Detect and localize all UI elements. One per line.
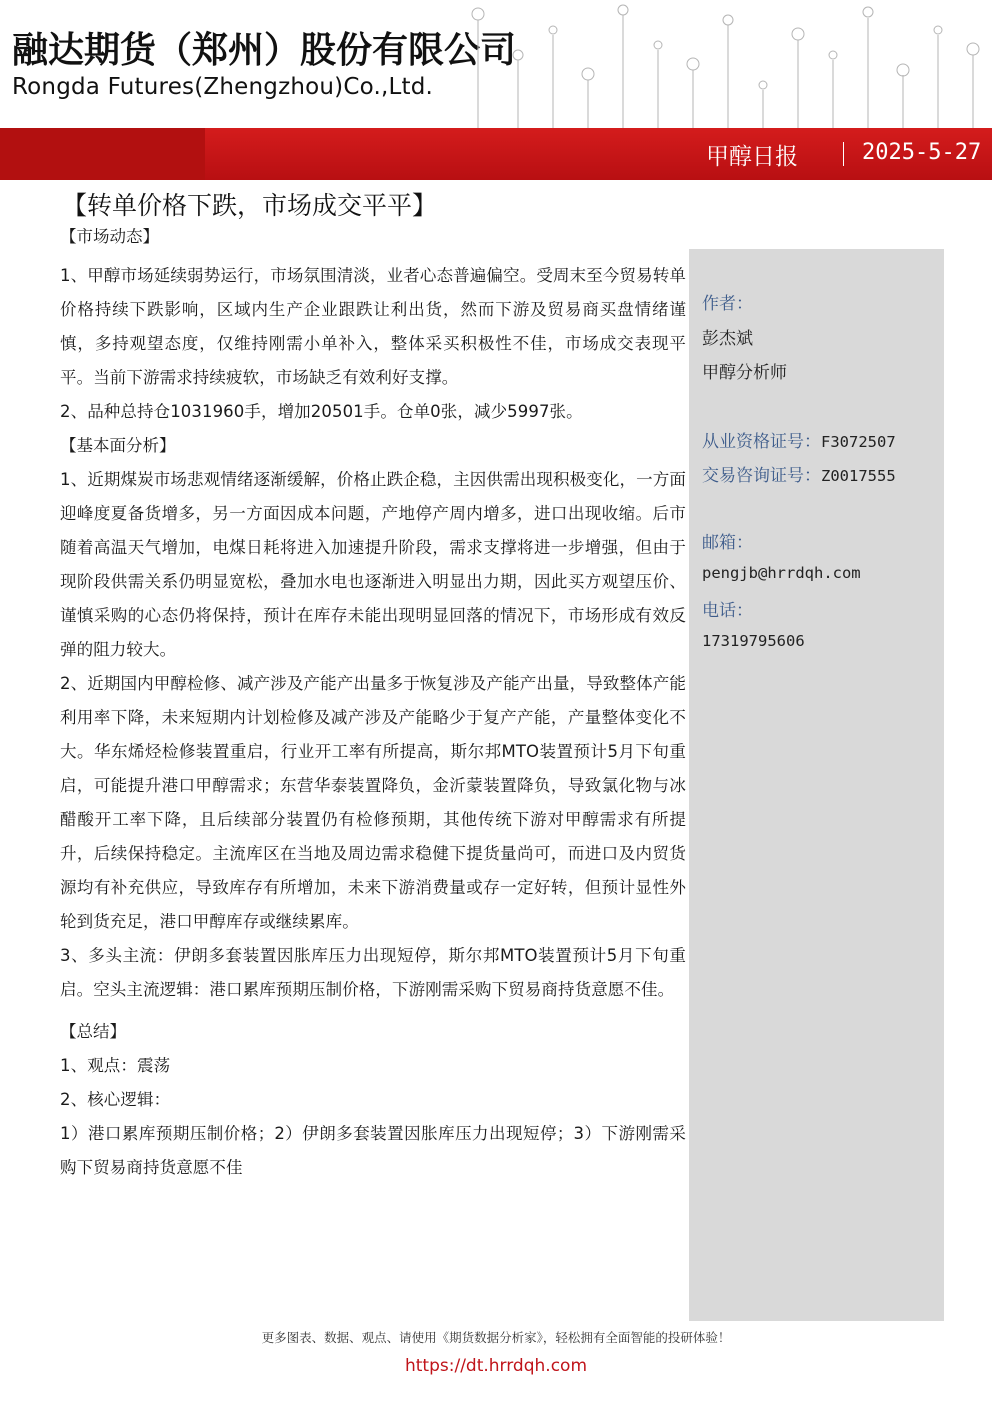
summary-paragraph-3: 1）港口累库预期压制价格；2）伊朗多套装置因胀库压力出现短停；3）下游刚需采购下贸易商持货意愿不佳 (60, 1124, 686, 1177)
market-paragraph-2: 2、品种总持仓1031960手，增加20501手。仓单0张，减少5997张。 (60, 402, 583, 421)
section-title-fundamental: 【基本面分析】 (60, 436, 176, 455)
main-content (60, 223, 686, 1185)
author-name: 彭杰斌 (702, 329, 753, 349)
qualification-cert-label: 从业资格证号： (702, 432, 821, 452)
footer-link[interactable]: https://dt.hrrdqh.com (404, 1356, 588, 1376)
author-label: 作者： (702, 294, 753, 314)
fundamental-paragraph-1: 1、近期煤炭市场悲观情绪逐渐缓解，价格止跌企稳，主因供需出现积极变化，一方面迎峰度夏备货增多，另一方面因成本问题，产地停产周内增多，进口出现收缩。后市随着高温天气增加，电煤日耗将进入加速提升阶段，需求支撑将进一步增强，但由于现阶段供需关系仍明显宽松，叠加水电也逐渐进入明显出力期，因此买方观望压价、谨慎采购的心态仍将保持，预计在库存未能出现明显回落的情况下，市场形成有效反弹的阻力较大。 (60, 470, 686, 659)
section-title-summary: 【总结】 (60, 1022, 126, 1041)
qualification-cert-number: F3072507 (821, 433, 896, 451)
market-paragraph-1: 1、甲醇市场延续弱势运行，市场氛围清淡，业者心态普遍偏空。受周末至今贸易转单价格持续下跌影响，区域内生产企业跟跌让利出货，然而下游及贸易商买盘情绪谨慎，多持观望态度，仅维持刚需小单补入，整体采买积极性不佳，市场成交表现平平。当前下游需求持续疲软，市场缺乏有效利好支撑。 (60, 266, 686, 387)
phone-label: 电话： (702, 601, 753, 621)
qualification-cert (702, 427, 896, 452)
headline: 【转单价格下跌，市场成交平平】 (62, 191, 438, 220)
report-date: 2025-5-27 (862, 140, 982, 165)
title-bar (0, 128, 992, 180)
author-sidebar (689, 249, 944, 1321)
consult-cert (702, 461, 896, 486)
title-separator (843, 142, 844, 166)
report-title: 甲醇日报 (706, 144, 798, 170)
fundamental-paragraph-2: 2、近期国内甲醇检修、减产涉及产能产出量多于恢复涉及产能产出量，导致整体产能利用率下降，未来短期内计划检修及减产涉及产能略少于复产产能，产量整体变化不大。华东烯烃检修装置重启，行业开工率有所提高，斯尔邦MTO装置预计5月下旬重启，可能提升港口甲醇需求；东营华泰装置降负，金沂蒙装置降负，导致氯化物与冰醋酸开工率下降，且后续部分装置仍有检修预期，其他传统下游对甲醇需求有所提升，后续保持稳定。主流库区在当地及周边需求稳健下提货量尚可，而进口及内贸货源均有补充供应，导致库存有所增加，未来下游消费量或存一定好转，但预计显性外轮到货充足，港口甲醇库存或继续累库。 (60, 674, 686, 931)
section-title-market: 【市场动态】 (60, 227, 159, 246)
title-bar-left-block (0, 128, 205, 180)
summary-paragraph-1: 1、观点：震荡 (60, 1056, 171, 1075)
phone-number: 17319795606 (702, 632, 805, 650)
summary-paragraph-2: 2、核心逻辑： (60, 1090, 171, 1109)
company-name-en: Rongda Futures(Zhengzhou)Co.,Ltd. (12, 74, 434, 100)
consult-cert-label: 交易咨询证号： (702, 466, 821, 486)
author-title: 甲醇分析师 (702, 363, 787, 383)
footer-promo-text: 更多图表、数据、观点、请使用《期货数据分析家》，轻松拥有全面智能的投研体验！ (261, 1330, 731, 1345)
consult-cert-number: Z0017555 (821, 467, 896, 485)
fundamental-paragraph-3: 3、多头主流：伊朗多套装置因胀库压力出现短停，斯尔邦MTO装置预计5月下旬重启。空头主流逻辑：港口累库预期压制价格，下游刚需采购下贸易商持货意愿不佳。 (60, 946, 686, 999)
page-header (0, 0, 992, 128)
company-name-cn: 融达期货（郑州）股份有限公司 (12, 30, 517, 71)
email-link[interactable]: pengjb@hrrdqh.com (702, 564, 861, 582)
decorative-lines-graphic (458, 0, 992, 128)
email-label: 邮箱： (702, 533, 753, 553)
